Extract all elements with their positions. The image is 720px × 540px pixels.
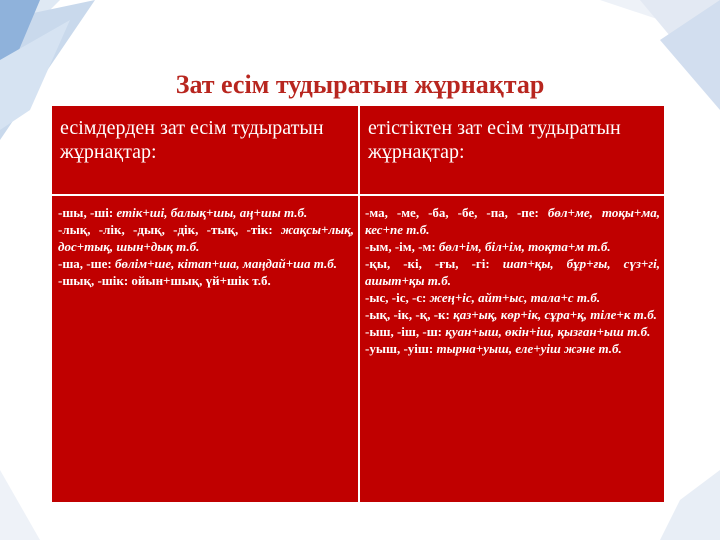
header-left: есімдерден зат есім тудыратын жұрнақтар: [60, 117, 324, 163]
suffix-table [52, 106, 664, 502]
suffix-line: -ым, -ім, -м: бөл+ім, біл+ім, тоқта+м т.б. [365, 239, 611, 254]
suffix-line: -шық, -шік: ойын+шық, үй+шік т.б. [58, 273, 271, 288]
column-divider [358, 106, 360, 502]
suffix-line: -ық, -ік, -қ, -к: қаз+ық, көр+ік, сұра+қ, тіле+к т.б. [365, 307, 657, 322]
left-column-body [58, 204, 354, 289]
suffix-line: -ма, -ме, -ба, -бе, -па, -пе: бөл+ме, тоқы+ма, кес+пе т.б. [365, 205, 660, 237]
suffix-line: -лық, -лік, -дық, -дік, -тық, -тік: жақсы+лық, дос+тық, шын+дық т.б. [58, 222, 354, 254]
header-divider [52, 194, 664, 196]
suffix-line: -ыш, -іш, -ш: қуан+ыш, өкін+іш, қызған+ыш т.б. [365, 324, 651, 339]
suffix-line: -ыс, -іс, -с: жең+іс, айт+ыс, тала+с т.б. [365, 290, 601, 305]
suffix-line: -шы, -ші: етік+ші, балық+шы, аң+шы т.б. [58, 205, 308, 220]
header-right: етістіктен зат есім тудыратын жұрнақтар: [368, 117, 621, 163]
slide-title: Зат есім тудыратын жұрнақтар [175, 70, 545, 99]
right-column-body [365, 204, 660, 357]
suffix-line: -қы, -кі, -ғы, -гі: шап+қы, бұр+ғы, сүз+гі, ашыт+қы т.б. [365, 256, 660, 288]
suffix-line: -уыш, -уіш: тырна+уыш, еле+уіш және т.б. [365, 341, 622, 356]
suffix-line: -ша, -ше: бөлім+ше, кітап+ша, маңдай+ша т.б. [58, 256, 337, 271]
